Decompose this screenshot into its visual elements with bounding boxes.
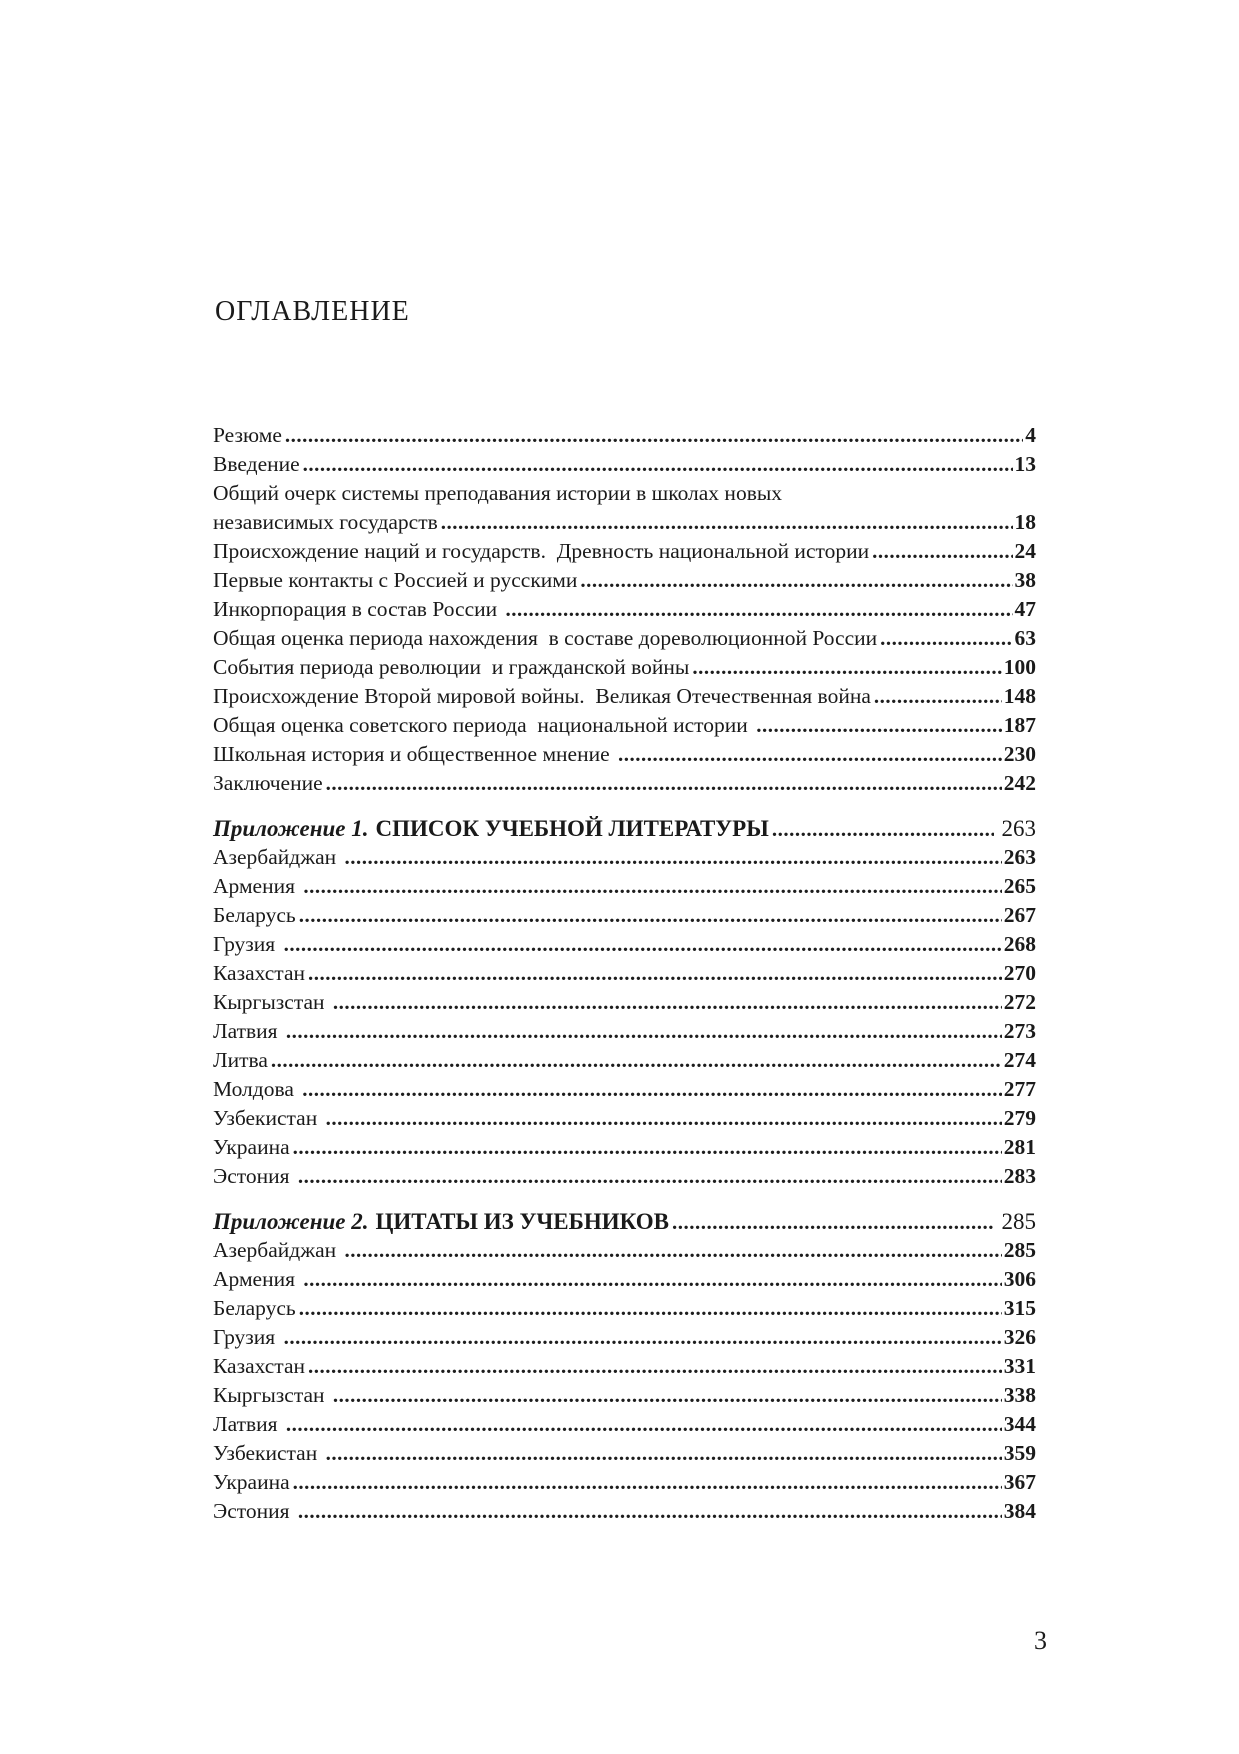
toc-entry-label: Узбекистан [213, 1106, 323, 1130]
dot-leader [271, 1046, 1002, 1075]
toc-entry [213, 843, 1036, 872]
toc-entry [213, 1352, 1036, 1381]
toc-entry-page: 281 [1003, 1135, 1036, 1159]
appendix-title-label: ЦИТАТЫ ИЗ УЧЕБНИКОВ [375, 1209, 669, 1234]
toc-entry [213, 711, 1036, 740]
toc-entry [213, 624, 1036, 653]
toc-entry [213, 901, 1036, 930]
toc-entry [213, 1075, 1036, 1104]
toc-entry [213, 1236, 1036, 1265]
toc-entry-label: Армения [213, 1267, 301, 1291]
toc-entry-label: Латвия [213, 1412, 283, 1436]
toc-entry [213, 595, 1036, 624]
toc-entry-page: 267 [1003, 903, 1036, 927]
appendix-heading-page: 263 [1001, 816, 1036, 841]
toc-entry [213, 1497, 1036, 1526]
dot-leader [284, 930, 1002, 959]
dot-leader [672, 1207, 994, 1237]
toc-entry-label: Общий очерк системы преподавания истории в школах новых [213, 481, 783, 505]
toc-entry [213, 508, 1036, 537]
toc-entry-page: 338 [1003, 1383, 1036, 1407]
toc-entry [213, 740, 1036, 769]
dot-leader [326, 1439, 1002, 1468]
toc-entry-label: Общая оценка периода нахождения в составе дореволюционной России [213, 626, 878, 650]
toc-entry-label: Армения [213, 874, 301, 898]
dot-leader [580, 566, 1012, 595]
dot-leader [345, 843, 1002, 872]
dot-leader [284, 1323, 1002, 1352]
toc-entry-label: Казахстан [213, 1354, 306, 1378]
appendix-heading-page: 285 [1001, 1209, 1036, 1234]
toc-entry [213, 1265, 1036, 1294]
toc-entry-label: Молдова [213, 1077, 300, 1101]
dot-leader [303, 450, 1013, 479]
toc-entry [213, 1439, 1036, 1468]
dot-leader [345, 1236, 1002, 1265]
dot-leader [756, 711, 1002, 740]
toc-entry-label: Украина [213, 1470, 290, 1494]
toc-entry-label: Эстония [213, 1164, 295, 1188]
dot-leader [874, 682, 1002, 711]
dot-leader [285, 421, 1023, 450]
toc-entry-label: Заключение [213, 771, 323, 795]
dot-leader [286, 1410, 1002, 1439]
dot-leader [326, 769, 1002, 798]
dot-leader [286, 1017, 1002, 1046]
dot-leader [293, 1133, 1002, 1162]
toc-entry [213, 1323, 1036, 1352]
toc-entry [213, 450, 1036, 479]
toc-entry-page: 263 [1003, 845, 1036, 869]
toc-entry [213, 1017, 1036, 1046]
toc-entry-page: 148 [1003, 684, 1036, 708]
toc-entry-label: Инкорпорация в состав России [213, 597, 503, 621]
toc-entry-page: 315 [1003, 1296, 1036, 1320]
toc-entry [213, 653, 1036, 682]
toc-entry-page: 273 [1003, 1019, 1036, 1043]
toc-entry-page: 268 [1003, 932, 1036, 956]
toc-entry [213, 769, 1036, 798]
dot-leader [333, 988, 1002, 1017]
toc-entry-page: 367 [1003, 1470, 1036, 1494]
toc-entry-page: 230 [1003, 742, 1036, 766]
appendix-heading [213, 1207, 1036, 1236]
page-number: 3 [1034, 1626, 1047, 1655]
toc-entry-page: 277 [1003, 1077, 1036, 1101]
appendix-heading-label [213, 1207, 669, 1236]
dot-leader [326, 1104, 1002, 1133]
dot-leader [293, 1468, 1002, 1497]
toc-entry-label: Кыргызстан [213, 1383, 330, 1407]
toc-entry-page: 283 [1003, 1164, 1036, 1188]
toc-entry-page: 279 [1003, 1106, 1036, 1130]
toc-entry-page: 18 [1014, 510, 1036, 534]
toc-entry-label: Первые контакты с Россией и русскими [213, 568, 578, 592]
toc-entry-line1 [213, 479, 1036, 508]
page-title: ОГЛАВЛЕНИЕ [215, 296, 410, 327]
dot-leader [506, 595, 1013, 624]
dot-leader [302, 1075, 1001, 1104]
toc-entry [213, 566, 1036, 595]
toc-entry-page: 63 [1014, 626, 1036, 650]
toc-entry-label: Грузия [213, 932, 281, 956]
toc-entry-label: Введение [213, 452, 300, 476]
toc-entry-label: Казахстан [213, 961, 306, 985]
toc-entry-page: 13 [1014, 452, 1036, 476]
toc-entry-page: 242 [1003, 771, 1036, 795]
toc-entry [213, 1133, 1036, 1162]
dot-leader [692, 653, 1001, 682]
toc-entry-page: 285 [1003, 1238, 1036, 1262]
toc-entry-label: Беларусь [213, 903, 296, 927]
toc-entry-page: 344 [1003, 1412, 1036, 1436]
toc-entry-label: Грузия [213, 1325, 281, 1349]
toc-entry-label: Азербайджан [213, 845, 342, 869]
toc-entry [213, 930, 1036, 959]
table-of-contents [213, 421, 1036, 1526]
dot-leader [872, 537, 1012, 566]
dot-leader [298, 1162, 1002, 1191]
toc-entry [213, 1104, 1036, 1133]
toc-entry-label: Происхождение наций и государств. Древность национальной истории [213, 539, 870, 563]
toc-entry-label: Азербайджан [213, 1238, 342, 1262]
toc-entry [213, 1468, 1036, 1497]
toc-entry-page: 331 [1003, 1354, 1036, 1378]
toc-entry-page: 272 [1003, 990, 1036, 1014]
appendix-number-label: Приложение 1. [213, 816, 369, 841]
toc-entry-page: 359 [1003, 1441, 1036, 1465]
dot-leader [298, 1497, 1002, 1526]
toc-entry [213, 1410, 1036, 1439]
appendix-heading-label [213, 814, 769, 843]
toc-entry-label: Общая оценка советского периода национальной истории [213, 713, 754, 737]
toc-entry-page: 384 [1003, 1499, 1036, 1523]
toc-entry-label: Латвия [213, 1019, 283, 1043]
toc-entry-page: 306 [1003, 1267, 1036, 1291]
toc-entry [213, 421, 1036, 450]
toc-entry-label: Кыргызстан [213, 990, 330, 1014]
appendix-title-label: СПИСОК УЧЕБНОЙ ЛИТЕРАТУРЫ [375, 816, 769, 841]
toc-entry-page: 47 [1014, 597, 1036, 621]
toc-entry-label: независимых государств [213, 510, 438, 534]
dot-leader [299, 1294, 1002, 1323]
dot-leader [308, 959, 1002, 988]
toc-entry-page: 38 [1014, 568, 1036, 592]
toc-entry [213, 1046, 1036, 1075]
dot-leader [441, 508, 1013, 537]
toc-entry-page: 24 [1014, 539, 1036, 563]
dot-leader [303, 872, 1001, 901]
dot-leader [308, 1352, 1002, 1381]
dot-leader [772, 814, 994, 844]
dot-leader [299, 901, 1002, 930]
toc-entry-label: Эстония [213, 1499, 295, 1523]
appendix-heading [213, 814, 1036, 843]
dot-leader [333, 1381, 1002, 1410]
dot-leader [303, 1265, 1001, 1294]
toc-entry-page: 326 [1003, 1325, 1036, 1349]
toc-entry [213, 872, 1036, 901]
toc-entry [213, 1162, 1036, 1191]
toc-entry-page: 4 [1025, 423, 1036, 447]
toc-entry-label: Школьная история и общественное мнение [213, 742, 616, 766]
toc-entry-label: Узбекистан [213, 1441, 323, 1465]
toc-entry-page: 187 [1003, 713, 1036, 737]
toc-entry-label: Беларусь [213, 1296, 296, 1320]
toc-entry-page: 274 [1003, 1048, 1036, 1072]
toc-entry [213, 537, 1036, 566]
dot-leader [880, 624, 1012, 653]
toc-entry [213, 1381, 1036, 1410]
dot-leader [618, 740, 1002, 769]
toc-entry-label: Происхождение Второй мировой войны. Великая Отечественная война [213, 684, 871, 708]
toc-entry-label: Украина [213, 1135, 290, 1159]
toc-entry [213, 988, 1036, 1017]
toc-entry [213, 1294, 1036, 1323]
toc-entry-page: 265 [1003, 874, 1036, 898]
toc-entry-page: 270 [1003, 961, 1036, 985]
toc-entry-label: Резюме [213, 423, 282, 447]
toc-entry [213, 682, 1036, 711]
toc-entry-label: Литва [213, 1048, 268, 1072]
appendix-number-label: Приложение 2. [213, 1209, 369, 1234]
toc-entry-page: 100 [1003, 655, 1036, 679]
toc-entry [213, 959, 1036, 988]
toc-entry-label: События периода революции и гражданской войны [213, 655, 690, 679]
